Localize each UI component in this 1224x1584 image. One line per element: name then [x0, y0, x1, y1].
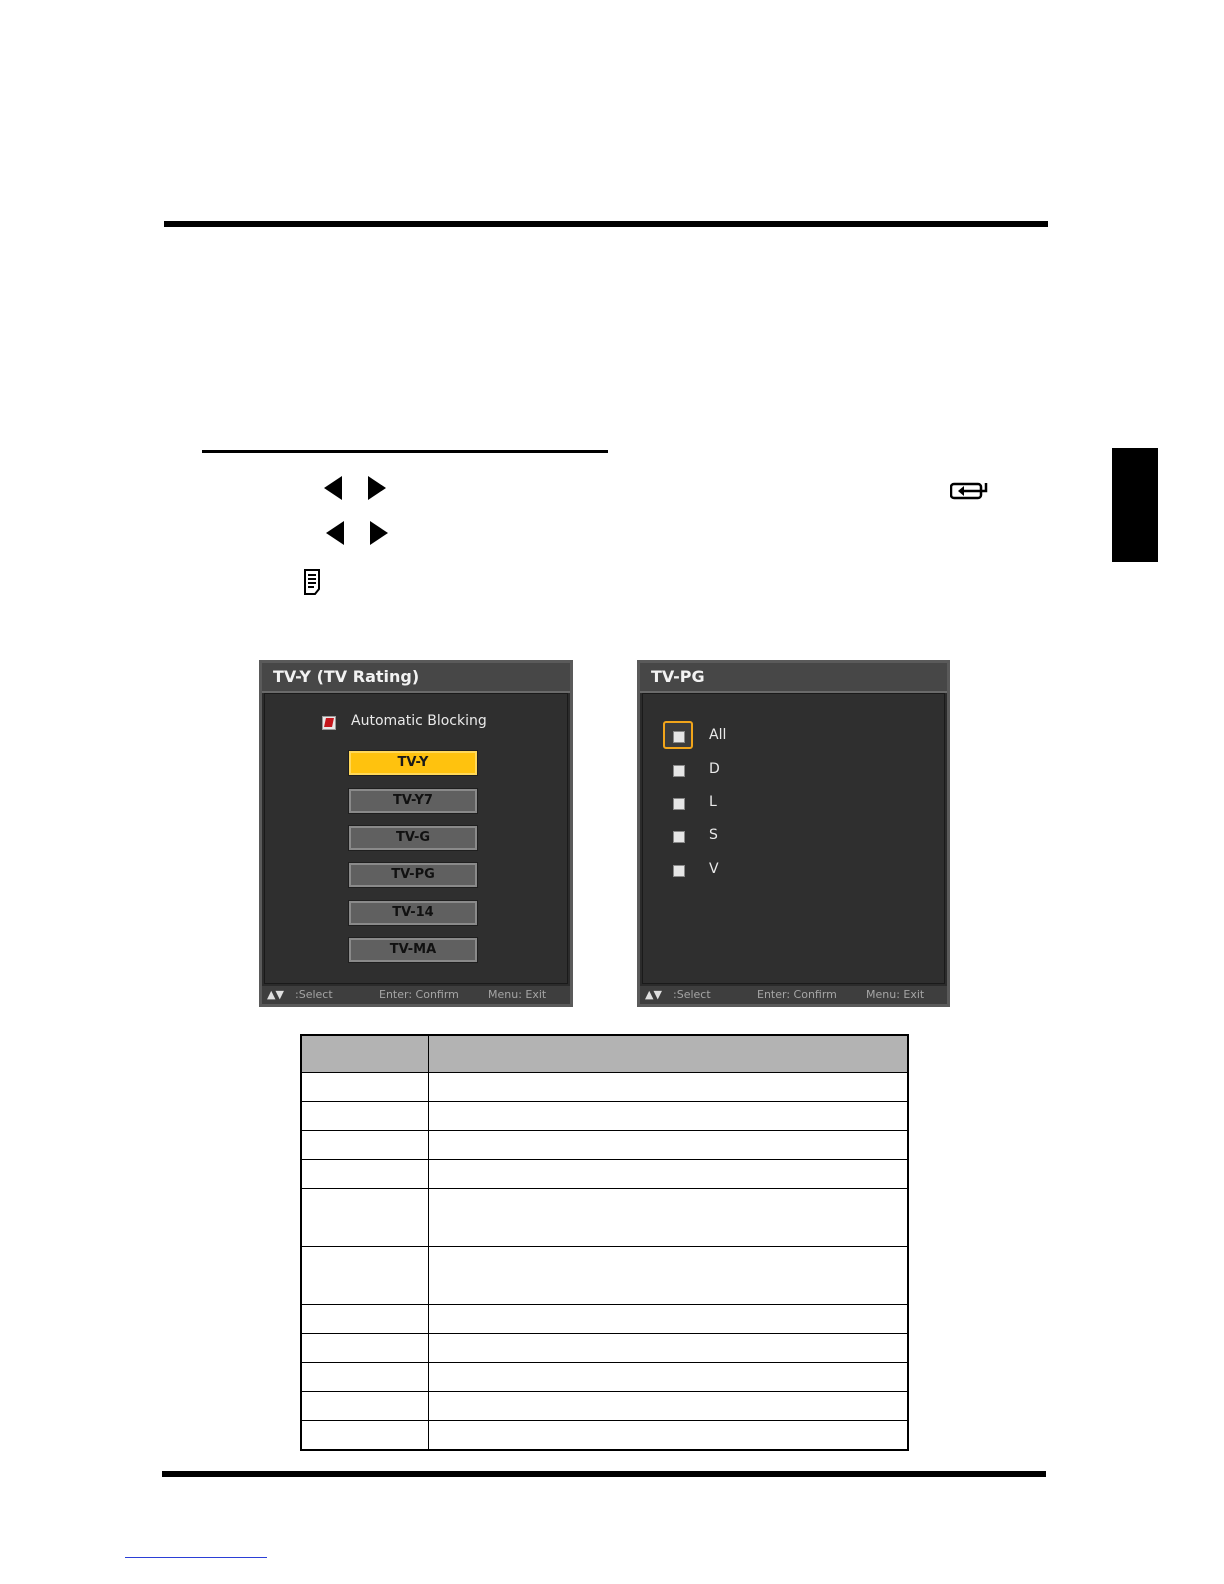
option-label: L: [709, 794, 717, 810]
osd-body: [642, 693, 945, 984]
osd-footer: [640, 986, 947, 1004]
table-cell: [301, 1421, 429, 1450]
osd-title: TV-PG: [651, 667, 705, 686]
table-row: [301, 1392, 908, 1421]
option-label: S: [709, 827, 718, 843]
option-label: V: [709, 861, 719, 877]
osd-header: [262, 663, 570, 693]
table-cell: [429, 1073, 909, 1102]
rating-button-tv-ma[interactable]: TV-MA: [349, 938, 477, 962]
footer-select-hint: :Select: [295, 988, 333, 1001]
table-row: [301, 1363, 908, 1392]
option-label: D: [709, 761, 720, 777]
rating-button-tv-y7[interactable]: TV-Y7: [349, 789, 477, 813]
checkbox[interactable]: [673, 765, 685, 777]
menu-icon: [302, 569, 322, 595]
table-header-cell: [301, 1035, 429, 1073]
checkbox[interactable]: [673, 798, 685, 810]
osd-footer: [262, 986, 570, 1004]
section-heading-rule: [202, 450, 608, 453]
chapter-tab: [1112, 448, 1158, 562]
table-row: [301, 1102, 908, 1131]
table-cell: [301, 1073, 429, 1102]
table-cell: [301, 1160, 429, 1189]
rating-button-tv-14[interactable]: TV-14: [349, 901, 477, 925]
footer-confirm-hint: Enter: Confirm: [379, 988, 459, 1001]
table-cell: [429, 1334, 909, 1363]
table-cell: [301, 1305, 429, 1334]
table-cell: [301, 1334, 429, 1363]
osd-body: [264, 693, 568, 984]
table-row: [301, 1421, 908, 1450]
checkbox[interactable]: [673, 831, 685, 843]
table-row: [301, 1334, 908, 1363]
footer-exit-hint: Menu: Exit: [488, 988, 547, 1001]
table-header-cell: [429, 1035, 909, 1073]
table-cell: [429, 1392, 909, 1421]
osd-header: [640, 663, 947, 693]
tv-rating-osd: [259, 660, 573, 1007]
table-row: [301, 1131, 908, 1160]
table-cell: [429, 1363, 909, 1392]
rating-table: [300, 1034, 909, 1451]
checkbox[interactable]: [673, 731, 685, 743]
table-cell: [429, 1102, 909, 1131]
enter-icon: [950, 481, 990, 501]
footer-exit-hint: Menu: Exit: [866, 988, 925, 1001]
table-cell: [301, 1102, 429, 1131]
table-row: [301, 1247, 908, 1305]
rating-button-tv-pg[interactable]: TV-PG: [349, 863, 477, 887]
table-row: [301, 1189, 908, 1247]
footer-link-underline[interactable]: [125, 1557, 267, 1558]
up-down-arrows-icon: ▲▼: [645, 988, 662, 1001]
right-arrow-icon: [368, 476, 386, 500]
rating-button-tv-y[interactable]: TV-Y: [349, 751, 477, 775]
header-rule: [164, 221, 1048, 227]
option-label: All: [709, 727, 727, 743]
checkbox[interactable]: [673, 865, 685, 877]
table-cell: [429, 1247, 909, 1305]
table-cell: [429, 1305, 909, 1334]
osd-title: TV-Y (TV Rating): [273, 667, 420, 686]
table-row: [301, 1073, 908, 1102]
table-cell: [429, 1189, 909, 1247]
footer-select-hint: :Select: [673, 988, 711, 1001]
left-arrow-icon: [324, 476, 342, 500]
table-cell: [301, 1131, 429, 1160]
automatic-blocking-label: Automatic Blocking: [351, 713, 487, 729]
footer-confirm-hint: Enter: Confirm: [757, 988, 837, 1001]
table-cell: [301, 1392, 429, 1421]
table-header-row: [301, 1035, 908, 1073]
rating-button-tv-g[interactable]: TV-G: [349, 826, 477, 850]
table-cell: [429, 1131, 909, 1160]
footer-rule: [162, 1471, 1046, 1477]
tv-pg-osd: [637, 660, 950, 1007]
table-cell: [429, 1160, 909, 1189]
table-row: [301, 1160, 908, 1189]
automatic-blocking-checkbox[interactable]: [322, 716, 336, 730]
table-cell: [301, 1363, 429, 1392]
table-cell: [301, 1247, 429, 1305]
left-arrow-icon: [326, 521, 344, 545]
table-cell: [301, 1189, 429, 1247]
table-cell: [429, 1421, 909, 1450]
right-arrow-icon: [370, 521, 388, 545]
up-down-arrows-icon: ▲▼: [267, 988, 284, 1001]
table-row: [301, 1305, 908, 1334]
